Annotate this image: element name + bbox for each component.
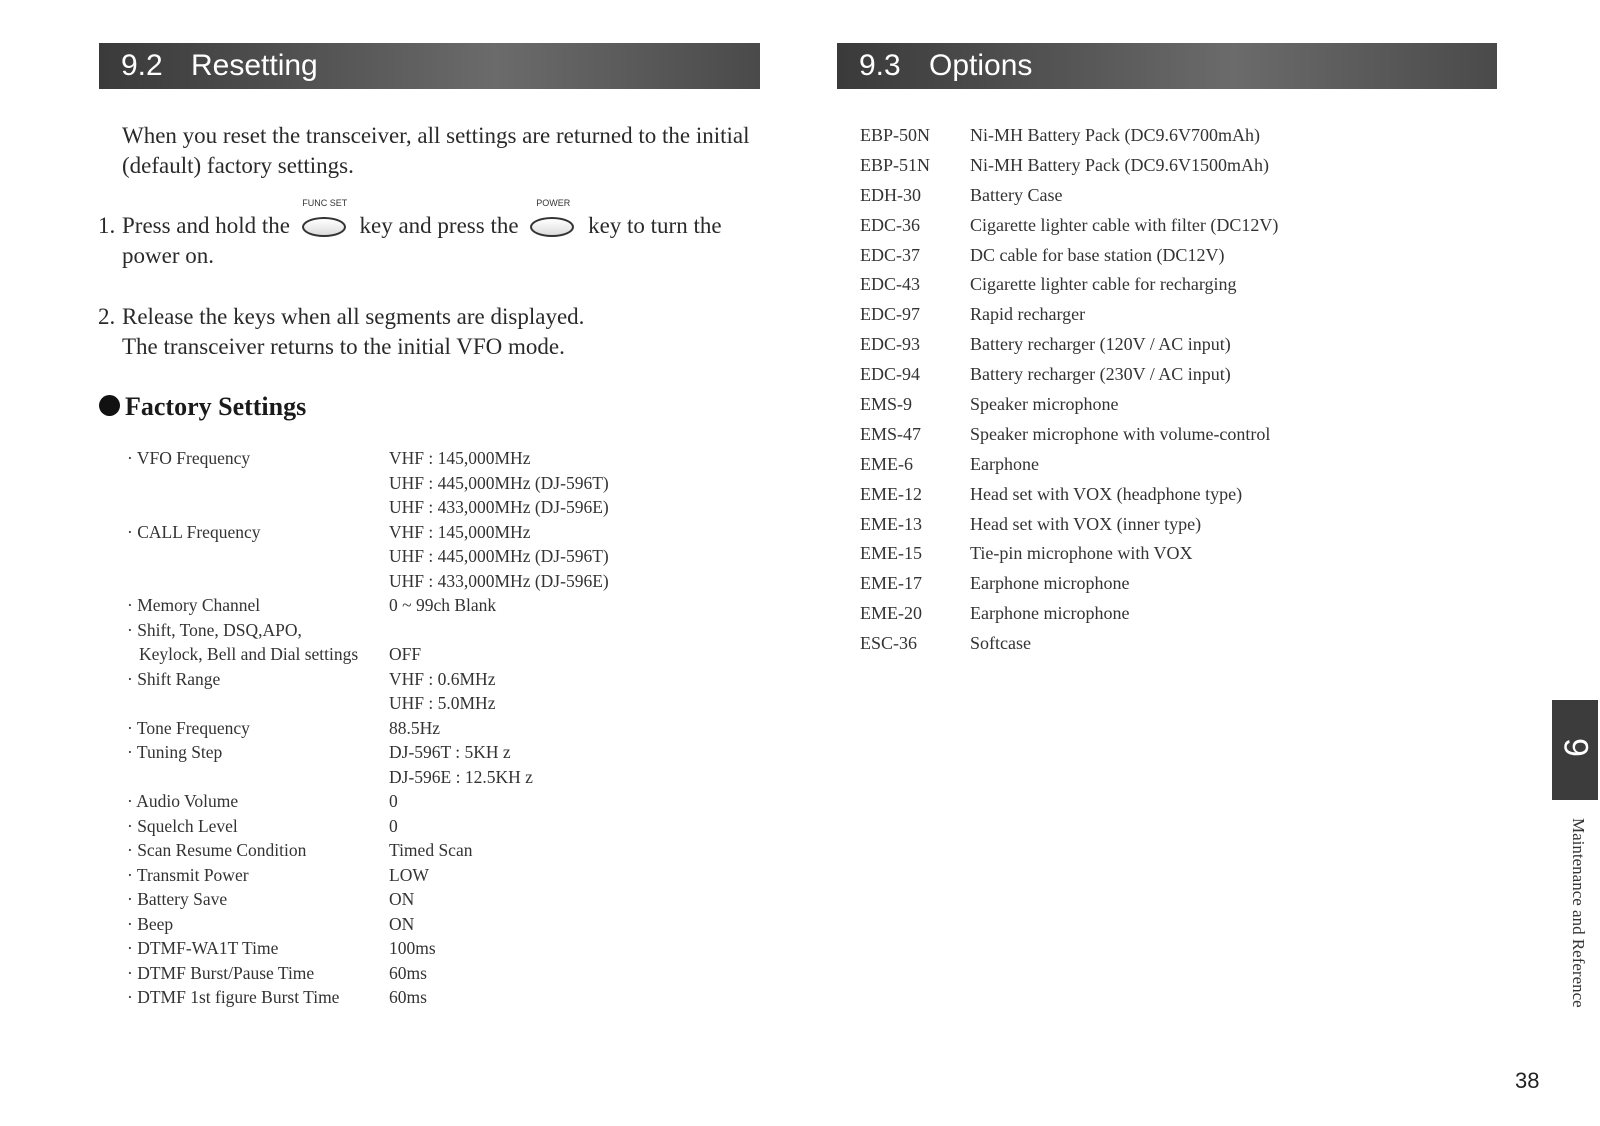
- factory-setting-row: [127, 789, 587, 814]
- setting-value: UHF : 433,000MHz (DJ-596E): [389, 497, 609, 517]
- setting-value: 0 ~ 99ch Blank: [389, 595, 497, 615]
- option-code: EBP-50N: [860, 125, 931, 145]
- chapter-tab: [1552, 700, 1598, 800]
- power-key-icon: [528, 198, 578, 239]
- option-row: [860, 390, 1360, 420]
- factory-setting-row: [127, 642, 587, 667]
- option-description: Head set with VOX (inner type): [970, 513, 1202, 534]
- option-code: EME-17: [860, 573, 922, 594]
- option-description: Earphone microphone: [970, 573, 1130, 594]
- factory-setting-row: [127, 495, 609, 520]
- setting-label: · DTMF Burst/Pause Time: [127, 962, 315, 983]
- factory-setting-row: [127, 618, 587, 643]
- setting-value: 100ms: [389, 938, 436, 958]
- option-code: EME-15: [860, 543, 922, 564]
- option-description: Battery recharger (230V / AC input): [970, 364, 1231, 385]
- option-code: EDC-43: [860, 274, 920, 295]
- step-text: key to turn the power on.: [122, 213, 722, 268]
- setting-label: · DTMF-WA1T Time: [127, 938, 279, 958]
- option-description: Earphone microphone: [970, 603, 1130, 624]
- factory-setting-row: [127, 814, 587, 839]
- factory-setting-row: [127, 667, 587, 692]
- setting-value: UHF : 5.0MHz: [389, 693, 496, 713]
- section-title: Resetting: [191, 49, 318, 82]
- option-description: Earphone: [970, 453, 1039, 474]
- option-row: [860, 241, 1360, 271]
- key-caption: FUNC SET: [302, 198, 348, 208]
- factory-setting-row: [127, 520, 587, 545]
- factory-setting-row: [127, 716, 587, 741]
- setting-value: DJ-596E : 12.5KH z: [389, 766, 533, 787]
- option-description: Softcase: [970, 633, 1031, 654]
- setting-label: · VFO Frequency: [127, 448, 251, 468]
- func-set-key-icon: [300, 198, 350, 239]
- option-description: Cigarette lighter cable with filter (DC12V): [970, 214, 1279, 235]
- chapter-side-label: Maintenance and Reference: [1569, 818, 1588, 1008]
- option-row: [860, 151, 1360, 181]
- setting-label: · Squelch Level: [127, 815, 238, 836]
- setting-label: · CALL Frequency: [127, 521, 261, 542]
- key-caption: POWER: [536, 198, 571, 208]
- option-row: [860, 450, 1360, 480]
- setting-label: · Battery Save: [127, 889, 228, 909]
- section-header-resetting: [99, 43, 760, 89]
- option-row: [860, 510, 1360, 540]
- setting-value: 0: [389, 815, 398, 836]
- setting-label: · Shift Range: [127, 668, 221, 689]
- option-row: [860, 330, 1360, 360]
- option-row: [860, 270, 1360, 300]
- setting-value: DJ-596T : 5KH z: [389, 742, 511, 762]
- setting-label: · Beep: [127, 913, 174, 934]
- option-row: [860, 599, 1360, 629]
- factory-settings-heading: [99, 391, 306, 423]
- option-row: [860, 300, 1360, 330]
- section-number: 9.2: [121, 49, 163, 82]
- factory-setting-row: [127, 471, 609, 496]
- setting-value: 0: [389, 791, 398, 811]
- step-text: key and press the: [359, 213, 519, 238]
- setting-value: UHF : 445,000MHz (DJ-596T): [389, 472, 609, 493]
- option-code: EDC-37: [860, 244, 920, 265]
- factory-setting-row: [127, 838, 587, 863]
- setting-value: Timed Scan: [389, 840, 473, 860]
- factory-setting-row: [127, 593, 587, 618]
- setting-value: UHF : 433,000MHz (DJ-596E): [389, 570, 609, 591]
- factory-settings-list: [127, 446, 609, 1010]
- option-description: DC cable for base station (DC12V): [970, 244, 1225, 265]
- factory-setting-row: [127, 765, 587, 790]
- setting-label: · Scan Resume Condition: [127, 840, 307, 860]
- option-row: [860, 211, 1360, 241]
- factory-setting-row: [127, 544, 609, 569]
- setting-value: ON: [389, 889, 415, 909]
- option-code: EDC-94: [860, 364, 920, 385]
- section-number: 9.3: [859, 49, 901, 82]
- options-list: [860, 121, 1360, 659]
- option-code: EME-6: [860, 453, 913, 474]
- option-description: Ni-MH Battery Pack (DC9.6V1500mAh): [970, 154, 1269, 175]
- option-row: [860, 420, 1360, 450]
- option-code: EMS-47: [860, 423, 922, 444]
- setting-value: VHF : 0.6MHz: [389, 668, 496, 689]
- factory-setting-row: [127, 912, 587, 937]
- setting-value: UHF : 445,000MHz (DJ-596T): [389, 546, 609, 566]
- option-description: Tie-pin microphone with VOX: [970, 543, 1193, 564]
- setting-label: · Shift, Tone, DSQ,APO,: [127, 619, 302, 640]
- step-text: The transceiver returns to the initial VFO mode.: [122, 334, 565, 359]
- chapter-number: 9: [1556, 738, 1595, 757]
- option-code: EDC-36: [860, 214, 920, 235]
- option-description: Cigarette lighter cable for recharging: [970, 274, 1237, 295]
- option-code: ESC-36: [860, 633, 918, 654]
- factory-setting-row: [127, 446, 587, 471]
- option-code: EBP-51N: [860, 154, 931, 175]
- section-title: Options: [929, 49, 1033, 82]
- setting-value: 60ms: [389, 987, 427, 1007]
- setting-value: ON: [389, 913, 415, 934]
- option-row: [860, 569, 1360, 599]
- option-description: Battery recharger (120V / AC input): [970, 334, 1231, 355]
- step-2: [98, 302, 758, 362]
- factory-setting-row: [127, 985, 587, 1010]
- option-code: EME-12: [860, 483, 922, 504]
- option-code: EMS-9: [860, 394, 913, 415]
- step-text: Release the keys when all segments are displayed.: [122, 304, 585, 329]
- setting-value: VHF : 145,000MHz: [389, 448, 531, 468]
- option-code: EDC-93: [860, 334, 920, 355]
- option-description: Speaker microphone: [970, 394, 1119, 415]
- factory-setting-row: [127, 691, 587, 716]
- option-code: EDC-97: [860, 304, 920, 325]
- page-number: 38: [1515, 1068, 1540, 1093]
- step-number: 1.: [98, 213, 116, 238]
- bullet-icon: [99, 395, 120, 416]
- option-row: [860, 629, 1360, 659]
- setting-label: · Tone Frequency: [127, 717, 250, 738]
- factory-setting-row: [127, 887, 587, 912]
- option-row: [860, 480, 1360, 510]
- setting-label: · Tuning Step: [127, 742, 223, 762]
- intro-paragraph: When you reset the transceiver, all settings are returned to the initial (default) factory settings.: [122, 123, 750, 178]
- setting-label: Keylock, Bell and Dial settings: [139, 644, 359, 664]
- setting-label: · DTMF 1st figure Burst Time: [127, 987, 340, 1007]
- option-code: EDH-30: [860, 184, 921, 205]
- setting-value: 88.5Hz: [389, 717, 441, 738]
- option-row: [860, 181, 1360, 211]
- step-text: Press and hold the: [122, 213, 291, 238]
- step-number: 2.: [98, 304, 116, 329]
- setting-label: · Memory Channel: [127, 595, 261, 615]
- option-row: [860, 121, 1360, 151]
- setting-value: OFF: [389, 644, 422, 664]
- heading-text: Factory Settings: [125, 392, 307, 421]
- setting-label: · Transmit Power: [127, 864, 249, 885]
- setting-value: LOW: [389, 864, 429, 885]
- option-description: Speaker microphone with volume-control: [970, 423, 1271, 444]
- factory-setting-row: [127, 569, 609, 594]
- option-row: [860, 360, 1360, 390]
- option-code: EME-20: [860, 603, 922, 624]
- factory-setting-row: [127, 936, 587, 961]
- step-1: [98, 198, 758, 271]
- factory-setting-row: [127, 740, 587, 765]
- option-description: Head set with VOX (headphone type): [970, 483, 1243, 504]
- setting-value: VHF : 145,000MHz: [389, 521, 531, 542]
- setting-label: · Audio Volume: [127, 791, 239, 811]
- option-row: [860, 539, 1360, 569]
- option-description: Ni-MH Battery Pack (DC9.6V700mAh): [970, 125, 1260, 145]
- option-code: EME-13: [860, 513, 922, 534]
- option-description: Rapid recharger: [970, 304, 1086, 325]
- factory-setting-row: [127, 961, 587, 986]
- option-description: Battery Case: [970, 184, 1063, 205]
- factory-setting-row: [127, 863, 587, 888]
- section-header-options: [837, 43, 1497, 89]
- setting-value: 60ms: [389, 962, 427, 983]
